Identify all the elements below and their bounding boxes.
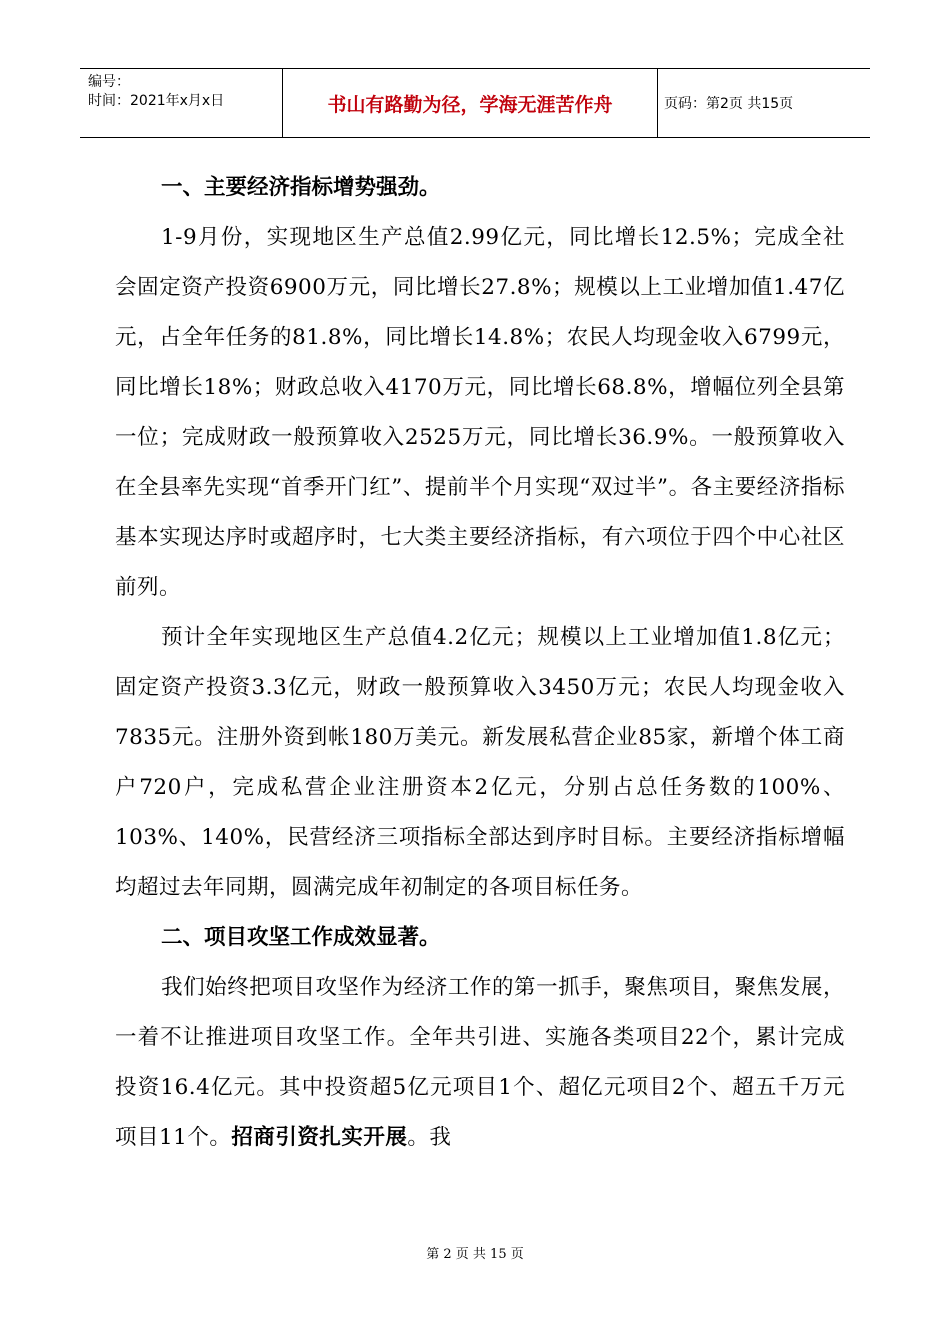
header-meta-cell xyxy=(80,69,283,137)
paragraph-3 xyxy=(115,963,845,1163)
section-heading-1: 一、主要经济指标增势强劲。 xyxy=(161,175,441,200)
section-heading-2: 二、项目攻坚工作成效显著。 xyxy=(161,925,441,950)
paragraph-2: 预计全年实现地区生产总值4.2亿元；规模以上工业增加值1.8亿元；固定资产投资3.3亿元，财政一般预算收入3450万元；农民人均现金收入7835元。注册外资到帐180万美元。新发展私营企业85家，新增个体工商户720户，完成私营企业注册资本2亿元，分别占总任务数的100%、103%、140%，民营经济三项指标全部达到序时目标。主要经济指标增幅均超过去年同期，圆满完成年初制定的各项目标任务。 xyxy=(115,625,845,900)
header-page-info: 页码：第2页 共15页 xyxy=(664,96,794,112)
paragraph-3-end: 。我 xyxy=(407,1125,452,1150)
document-body xyxy=(115,163,845,1163)
header-table xyxy=(80,68,870,138)
doc-number-label: 编号： xyxy=(88,74,130,90)
page-footer: 第 2 页 共 15 页 xyxy=(426,1247,524,1262)
paragraph-1: 1-9月份，实现地区生产总值2.99亿元，同比增长12.5%；完成全社会固定资产投资6900万元，同比增长27.8%；规模以上工业增加值1.47亿元，占全年任务的81.8%，同比增长14.8%；农民人均现金收入6799元，同比增长18%；财政总收入4170万元，同比增长68.8%，增幅位列全县第一位；完成财政一般预算收入2525万元，同比增长36.9%。一般预算收入在全县率先实现“首季开门红”、提前半个月实现“双过半”。各主要经济指标基本实现达序时或超序时，七大类主要经济指标，有六项位于四个中心社区前列。 xyxy=(115,225,845,600)
header-motto: 书山有路勤为径，学海无涯苦作舟 xyxy=(283,69,658,137)
paragraph-3-bold: 招商引资扎实开展 xyxy=(231,1125,408,1150)
paragraph-3-start: 我们始终把项目攻坚作为经济工作的第一抓手，聚焦项目，聚焦发展，一着不让推进项目攻坚工作。全年共引进、实施各类项目22个，累计完成投资16.4亿元。其中投资超5亿元项目1个、超亿元项目2个、超五千万元项目11个。 xyxy=(115,975,845,1150)
doc-time-label: 时间：2021年x月x日 xyxy=(88,93,225,109)
